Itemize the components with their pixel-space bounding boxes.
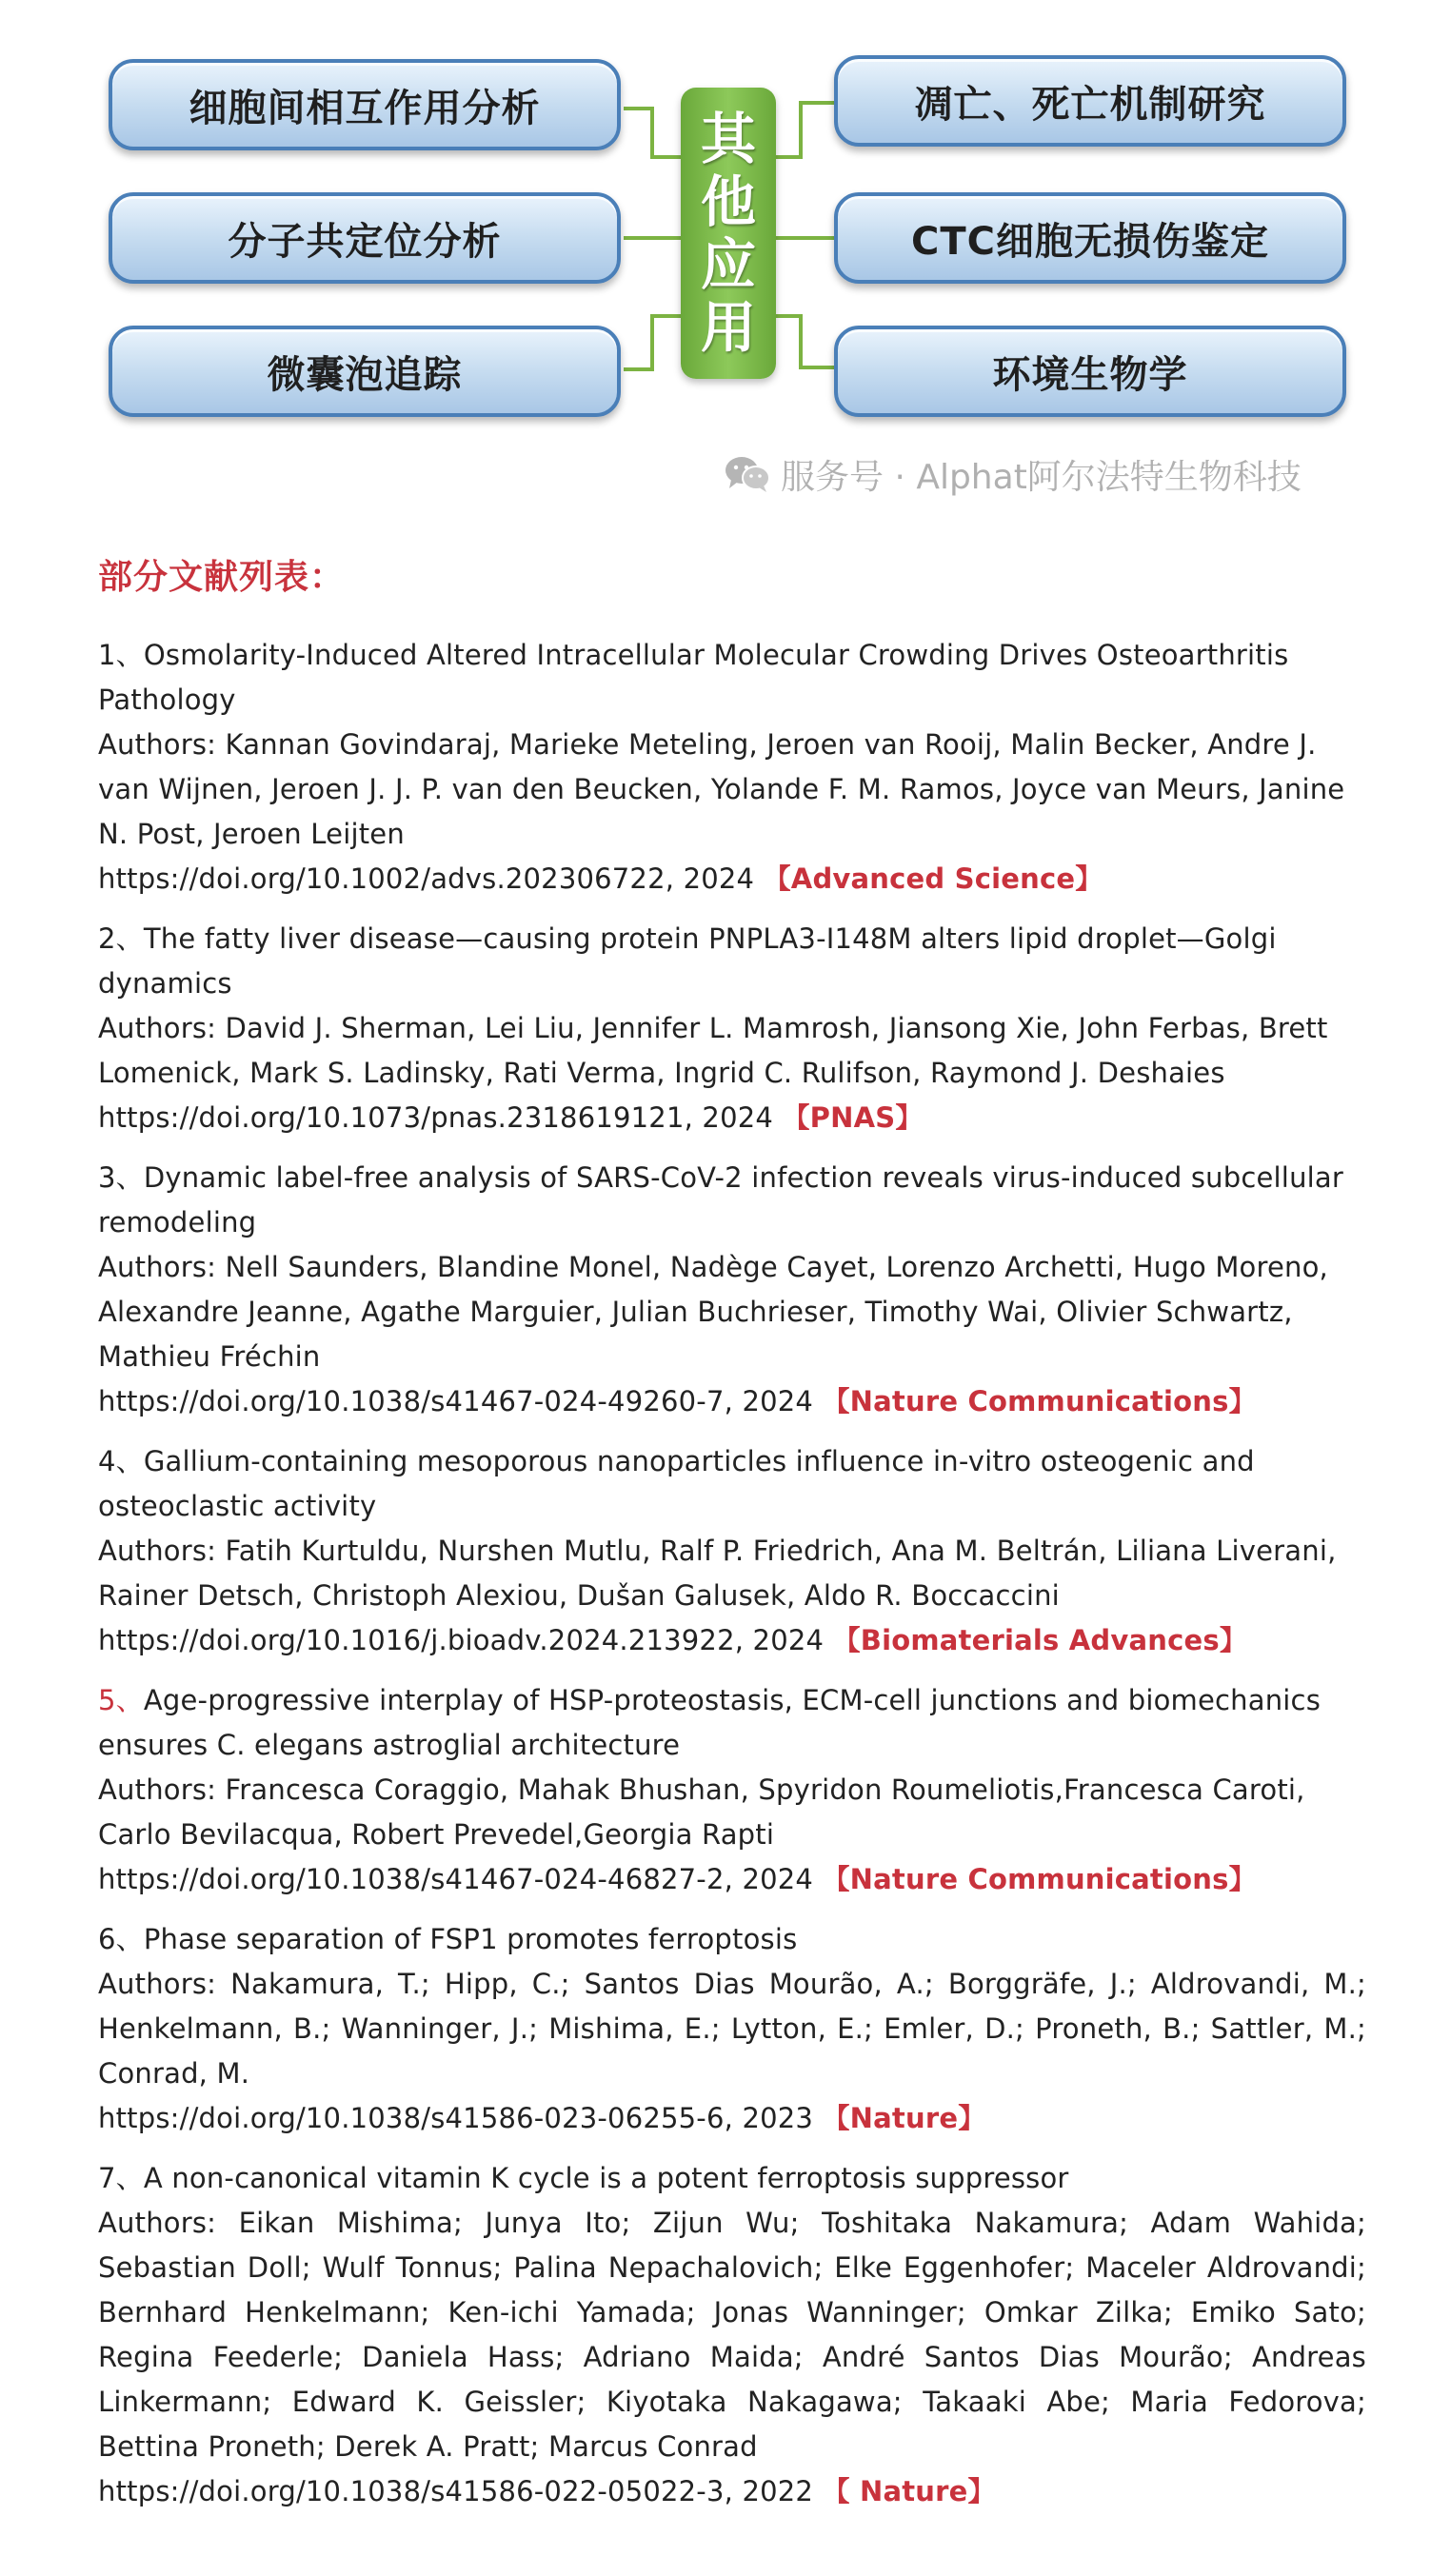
center-char: 其 xyxy=(700,107,756,171)
reference-journal: 【Nature】 xyxy=(822,2102,986,2134)
reference-link-line xyxy=(98,857,1366,902)
reference-title: Osmolarity-Induced Altered Intracellular Molecular Crowding Drives Osteoarthritis Pathology xyxy=(98,639,1289,716)
watermark xyxy=(724,455,1302,497)
reference-authors: Authors: Eikan Mishima; Junya Ito; Zijun Wu; Toshitaka Nakamura; Adam Wahida; Sebastian Doll; Wulf Tonnus; Palina Nepachalovich; Elke Eggenhofer; Maceler Aldrovandi; Bernhard Henkelmann; Ken-ichi Yamada; Jonas Wanninger; Omkar Zilka; Emiko Sato; Regina Feederle; Daniela Hass; Adriano Maida; André Santos Dias Mourão; Andreas Linkermann; Edward K. Geissler; Kiyotaka Nakagawa; Takaaki Abe; Maria Fedorova; Bettina Proneth; Derek A. Pratt; Marcus Conrad xyxy=(98,2207,1366,2463)
reference-link-line xyxy=(98,1096,1366,1140)
reference-journal: 【Biomaterials Advances】 xyxy=(832,1624,1248,1656)
reference-doi[interactable]: https://doi.org/10.1038/s41586-022-05022-3, 2022 xyxy=(98,2475,814,2507)
connector-line xyxy=(650,107,654,159)
reference-title: The fatty liver disease—causing protein PNPLA3-I148M alters lipid droplet—Golgi dynamics xyxy=(98,922,1277,1000)
reference-doi[interactable]: https://doi.org/10.1073/pnas.2318619121, 2024 xyxy=(98,1101,774,1134)
reference-item xyxy=(98,917,1366,1140)
reference-number: 4、 xyxy=(98,1445,144,1477)
application-box-apoptosis: 凋亡、死亡机制研究 xyxy=(834,55,1346,147)
reference-title-line xyxy=(98,1156,1366,1245)
wechat-icon xyxy=(724,455,771,493)
reference-title-line xyxy=(98,917,1366,1006)
application-box-colocalization: 分子共定位分析 xyxy=(109,192,621,284)
reference-link-line xyxy=(98,1618,1366,1663)
reference-link-line xyxy=(98,2469,1366,2514)
reference-item xyxy=(98,1917,1366,2141)
reference-doi[interactable]: https://doi.org/10.1038/s41586-023-06255-6, 2023 xyxy=(98,2102,814,2134)
reference-list xyxy=(98,633,1366,2529)
connector-line xyxy=(799,366,837,369)
reference-journal: 【Nature Communications】 xyxy=(822,1863,1257,1895)
center-char: 用 xyxy=(700,295,756,360)
application-box-microvesicle: 微囊泡追踪 xyxy=(109,326,621,417)
reference-doi[interactable]: https://doi.org/10.1038/s41467-024-46827-2, 2024 xyxy=(98,1863,814,1895)
reference-authors: Authors: David J. Sherman, Lei Liu, Jennifer L. Mamrosh, Jiansong Xie, John Ferbas, Brett Lomenick, Mark S. Ladinsky, Rati Verma, Ingrid C. Rulifson, Raymond J. Deshaies xyxy=(98,1012,1328,1089)
connector-line xyxy=(799,101,803,159)
reference-journal: 【 Nature】 xyxy=(822,2475,996,2507)
reference-title: Dynamic label-free analysis of SARS-CoV-2 infection reveals virus-induced subcellular remodeling xyxy=(98,1161,1343,1238)
reference-title: A non-canonical vitamin K cycle is a potent ferroptosis suppressor xyxy=(143,2162,1069,2194)
center-char: 他 xyxy=(700,169,756,234)
reference-link-line xyxy=(98,1857,1366,1902)
reference-authors: Authors: Nell Saunders, Blandine Monel, Nadège Cayet, Lorenzo Archetti, Hugo Moreno, Alexandre Jeanne, Agathe Marguier, Julian Buchrieser, Timothy Wai, Olivier Schwartz, Mathieu Fréchin xyxy=(98,1251,1328,1373)
reference-doi[interactable]: https://doi.org/10.1016/j.bioadv.2024.213922, 2024 xyxy=(98,1624,825,1656)
application-box-ctc: CTC细胞无损伤鉴定 xyxy=(834,192,1346,284)
application-box-cell-interaction: 细胞间相互作用分析 xyxy=(109,59,621,150)
reference-title: Phase separation of FSP1 promotes ferroptosis xyxy=(143,1923,798,1955)
reference-authors: Authors: Kannan Govindaraj, Marieke Meteling, Jeroen van Rooij, Malin Becker, Andre J. van Wijnen, Jeroen J. J. P. van den Beucken, Yolande F. M. Ramos, Joyce van Meurs, Janine N. Post, Jeroen Leijten xyxy=(98,728,1345,850)
reference-title-line xyxy=(98,2156,1366,2201)
connector-line xyxy=(650,155,681,159)
reference-number: 3、 xyxy=(98,1161,144,1194)
reference-journal: 【Advanced Science】 xyxy=(763,862,1103,895)
applications-diagram xyxy=(0,0,1451,447)
reference-title-line xyxy=(98,633,1366,723)
reference-title-line xyxy=(98,1439,1366,1529)
connector-line xyxy=(650,314,654,371)
reference-doi[interactable]: https://doi.org/10.1038/s41467-024-49260-7, 2024 xyxy=(98,1385,814,1417)
connector-line xyxy=(650,314,681,318)
reference-item xyxy=(98,1439,1366,1663)
reference-number: 2、 xyxy=(98,922,144,955)
reference-number: 1、 xyxy=(98,639,144,671)
reference-number: 6、 xyxy=(98,1923,144,1955)
reference-link-line xyxy=(98,2096,1366,2141)
reference-authors: Authors: Francesca Coraggio, Mahak Bhushan, Spyridon Roumeliotis,Francesca Caroti, Carlo Bevilacqua, Robert Prevedel,Georgia Rapti xyxy=(98,1773,1305,1851)
center-label-box xyxy=(681,88,776,379)
connector-line xyxy=(776,236,837,240)
reference-link-line xyxy=(98,1379,1366,1424)
reference-title-line xyxy=(98,1917,1366,1962)
reference-item xyxy=(98,1156,1366,1424)
watermark-text: 服务号 · Alphat阿尔法特生物科技 xyxy=(781,457,1302,497)
reference-item xyxy=(98,1678,1366,1902)
connector-line xyxy=(799,314,803,369)
reference-title: Gallium-containing mesoporous nanoparticles influence in-vitro osteogenic and osteoclastic activity xyxy=(98,1445,1255,1522)
reference-title: Age-progressive interplay of HSP-proteostasis, ECM-cell junctions and biomechanics ensures C. elegans astroglial architecture xyxy=(98,1684,1322,1761)
reference-authors: Authors: Nakamura, T.; Hipp, C.; Santos Dias Mourão, A.; Borggräfe, J.; Aldrovandi, M.; Henkelmann, B.; Wanninger, J.; Mishima, E.; Lytton, E.; Emler, D.; Proneth, B.; Sattler, M.; Conrad, M. xyxy=(98,1968,1366,2090)
reference-item xyxy=(98,2156,1366,2514)
reference-number: 5、 xyxy=(98,1684,144,1716)
reference-journal: 【PNAS】 xyxy=(782,1101,924,1134)
reference-journal: 【Nature Communications】 xyxy=(822,1385,1257,1417)
section-title: 部分文献列表： xyxy=(98,558,346,597)
reference-title-line xyxy=(98,1678,1366,1768)
reference-authors: Authors: Fatih Kurtuldu, Nurshen Mutlu, Ralf P. Friedrich, Ana M. Beltrán, Liliana Liverani, Rainer Detsch, Christoph Alexiou, Dušan Galusek, Aldo R. Boccaccini xyxy=(98,1535,1337,1612)
reference-item xyxy=(98,633,1366,902)
connector-line xyxy=(624,236,681,240)
center-char: 应 xyxy=(700,232,756,297)
reference-doi[interactable]: https://doi.org/10.1002/advs.202306722, 2024 xyxy=(98,862,755,895)
reference-number: 7、 xyxy=(98,2162,144,2194)
application-box-environment: 环境生物学 xyxy=(834,326,1346,417)
connector-line xyxy=(799,101,837,105)
